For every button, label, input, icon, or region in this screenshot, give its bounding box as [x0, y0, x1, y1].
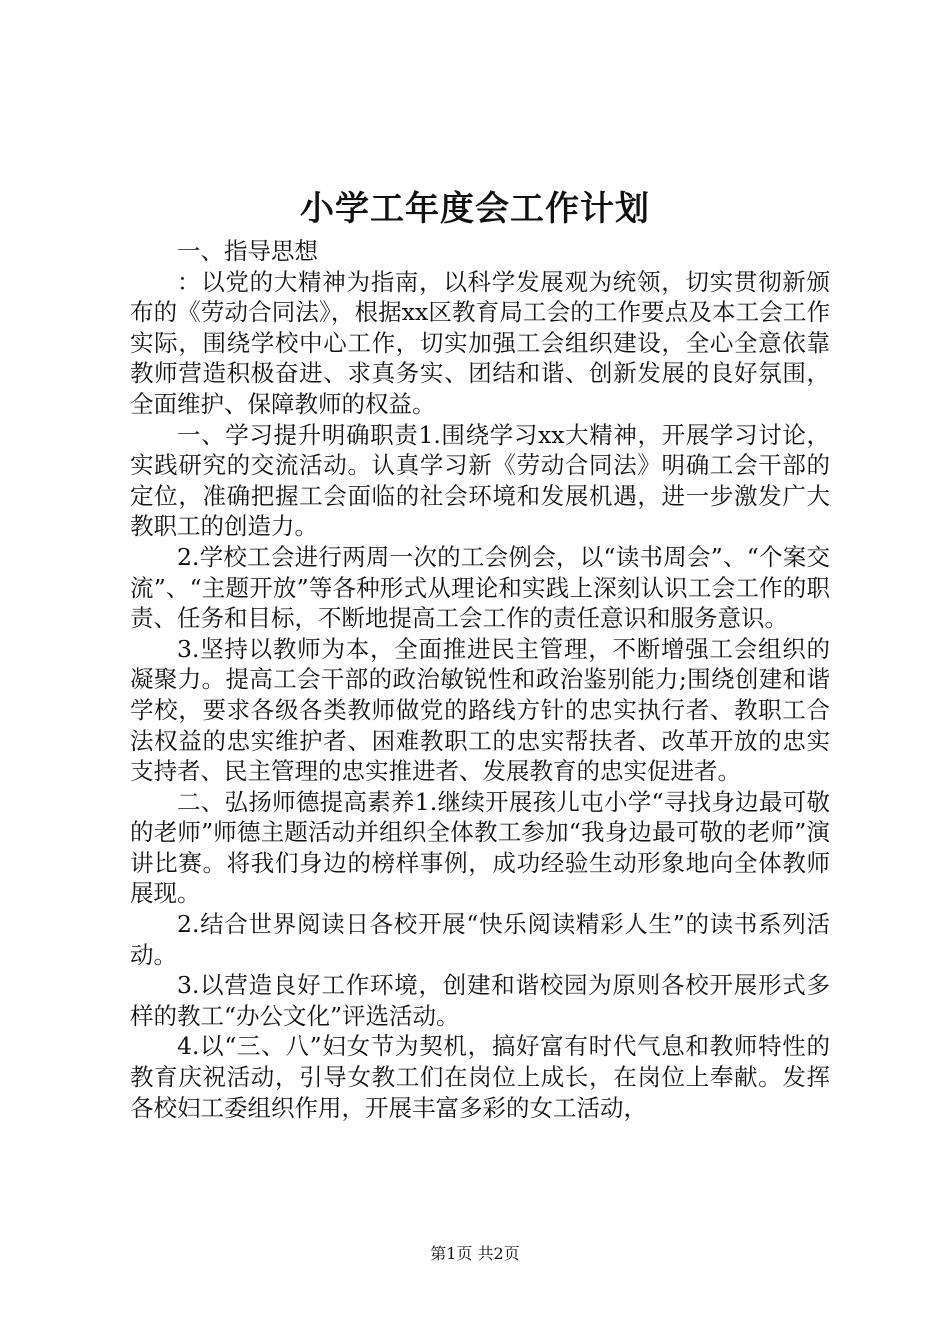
paragraph-ethics-4: 4.以“三、八”妇女节为契机，搞好富有时代气息和教师特性的教育庆祝活动，引导女教工们在岗位上成长，在岗位上奉献。发挥各校妇工委组织作用，开展丰富多彩的女工活动， [130, 1032, 830, 1122]
document-body [130, 236, 830, 1123]
paragraph-study-duties-3: 3.坚持以教师为本，全面推进民主管理，不断增强工会组织的凝聚力。提高工会干部的政治敏锐性和政治鉴别能力;围绕创建和谐学校，要求各级各类教师做党的路线方针的忠实执行者、教职工合法权益的忠实维护者、困难教职工的忠实帮扶者、改革开放的忠实支持者、民主管理的忠实推进者、发展教育的忠实促进者。 [130, 634, 830, 786]
paragraph-guiding-ideology-heading: 一、指导思想 [177, 237, 318, 265]
paragraph-ethics-2: 2.结合世界阅读日各校开展“快乐阅读精彩人生”的读书系列活动。 [130, 910, 830, 969]
document-title: 小学工年度会工作计划 [300, 189, 650, 229]
paragraph-study-duties-2: 2.学校工会进行两周一次的工会例会，以“读书周会”、“个案交流”、“主题开放”等各种形式从理论和实践上深刻认识工会工作的职责、任务和目标，不断地提高工会工作的责任意识和服务意识。 [130, 542, 830, 633]
page-footer: 第1页 共2页 [430, 1244, 520, 1263]
paragraph-ethics-1: 二、弘扬师德提高素养1.继续开展孩儿屯小学“寻找身边最可敬的老师”师德主题活动并组织全体教工参加“我身边最可敬的老师”演讲比赛。将我们身边的榜样事例，成功经验生动形象地向全体教师展现。 [130, 787, 830, 908]
paragraph-study-duties-1: 一、学习提升明确职责1.围绕学习xx大精神，开展学习讨论，实践研究的交流活动。认真学习新《劳动合同法》明确工会干部的定位，准确把握工会面临的社会环境和发展机遇，进一步激发广大教职工的创造力。 [130, 420, 830, 541]
paragraph-ethics-3: 3.以营造良好工作环境，创建和谐校园为原则各校开展形式多样的教工“办公文化”评选活动。 [130, 971, 830, 1030]
paragraph-guiding-ideology: ：以党的大精神为指南，以科学发展观为统领，切实贯彻新颁布的《劳动合同法》，根据xx区教育局工会的工作要点及本工会工作实际，围绕学校中心工作，切实加强工会组织建设，全心全意依靠教师营造积极奋进、求真务实、团结和谐、创新发展的良好氛围，全面维护、保障教师的权益。 [130, 267, 830, 418]
